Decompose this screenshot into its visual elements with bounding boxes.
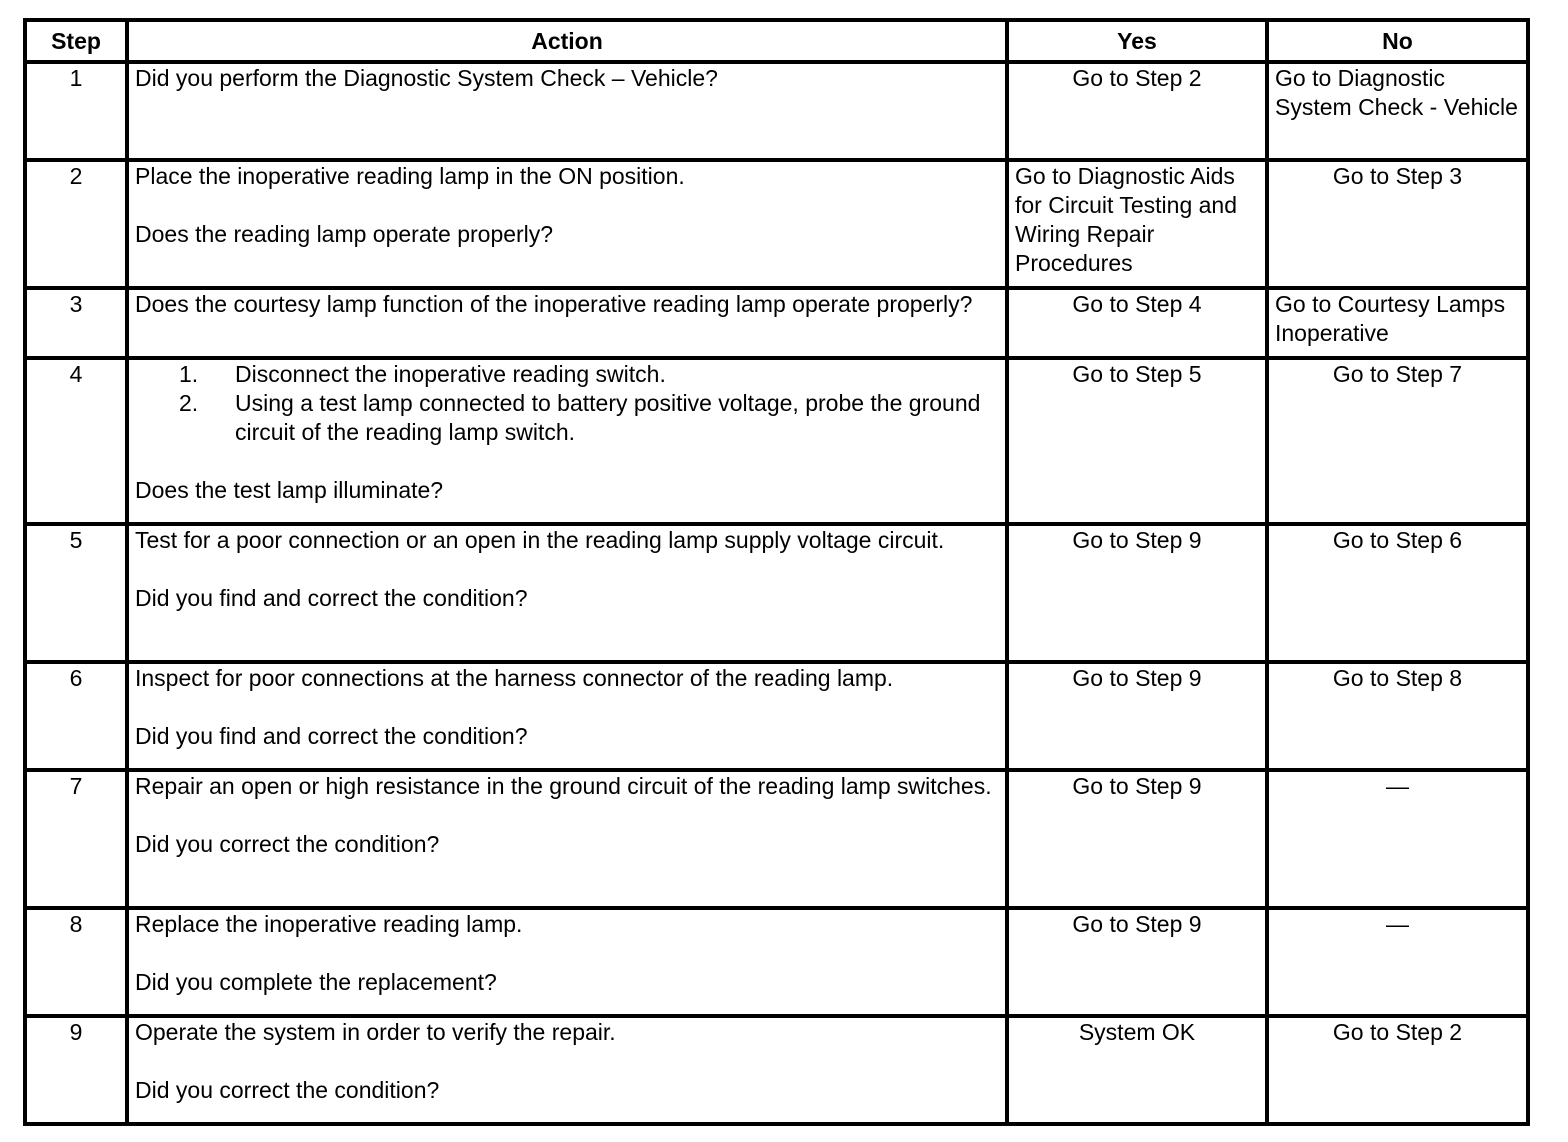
- header-step: Step: [25, 20, 127, 62]
- no-cell: Go to Step 8: [1267, 662, 1528, 770]
- list-item: [179, 389, 999, 447]
- step-number: 3: [25, 288, 127, 358]
- no-cell: Go to Courtesy Lamps Inoperative: [1267, 288, 1528, 358]
- action-cell: [127, 662, 1007, 770]
- action-text: Repair an open or high resistance in the ground circuit of the reading lamp switches.: [135, 773, 992, 799]
- action-text: Did you perform the Diagnostic System Check – Vehicle?: [135, 65, 718, 91]
- table-row: [25, 358, 1528, 524]
- yes-cell: Go to Step 9: [1007, 524, 1267, 662]
- yes-cell: Go to Step 4: [1007, 288, 1267, 358]
- action-cell: [127, 908, 1007, 1016]
- action-text: Test for a poor connection or an open in the reading lamp supply voltage circuit.: [135, 527, 945, 553]
- action-cell: [127, 62, 1007, 160]
- list-text: Disconnect the inoperative reading switch.: [235, 361, 666, 387]
- no-cell: Go to Diagnostic System Check - Vehicle: [1267, 62, 1528, 160]
- table-row: [25, 524, 1528, 662]
- step-number: 2: [25, 160, 127, 288]
- action-question: Does the reading lamp operate properly?: [135, 221, 554, 247]
- table-row: [25, 1016, 1528, 1124]
- header-yes: Yes: [1007, 20, 1267, 62]
- action-text: Inspect for poor connections at the harness connector of the reading lamp.: [135, 665, 894, 691]
- action-cell: [127, 160, 1007, 288]
- no-cell: Go to Step 6: [1267, 524, 1528, 662]
- no-cell: Go to Step 3: [1267, 160, 1528, 288]
- yes-cell: System OK: [1007, 1016, 1267, 1124]
- list-text: Using a test lamp connected to battery positive voltage, probe the ground circuit of the reading lamp switch.: [235, 390, 981, 445]
- action-question: Did you correct the condition?: [135, 1077, 440, 1103]
- list-number: 2.: [179, 390, 199, 416]
- yes-cell: Go to Step 2: [1007, 62, 1267, 160]
- yes-cell: Go to Step 9: [1007, 770, 1267, 908]
- action-question: Did you find and correct the condition?: [135, 585, 528, 611]
- step-number: 6: [25, 662, 127, 770]
- table-row: [25, 908, 1528, 1016]
- header-no: No: [1267, 20, 1528, 62]
- action-cell: [127, 524, 1007, 662]
- yes-cell: Go to Step 9: [1007, 662, 1267, 770]
- yes-cell: Go to Step 5: [1007, 358, 1267, 524]
- action-text: Does the courtesy lamp function of the inoperative reading lamp operate properly?: [135, 291, 973, 317]
- action-text: Replace the inoperative reading lamp.: [135, 911, 523, 937]
- table-row: [25, 62, 1528, 160]
- list-item: [179, 360, 999, 389]
- action-cell: [127, 1016, 1007, 1124]
- action-text: Operate the system in order to verify the repair.: [135, 1019, 616, 1045]
- no-cell: —: [1267, 770, 1528, 908]
- step-number: 9: [25, 1016, 127, 1124]
- action-question: Did you complete the replacement?: [135, 969, 497, 995]
- yes-cell: Go to Diagnostic Aids for Circuit Testing and Wiring Repair Procedures: [1007, 160, 1267, 288]
- header-action: Action: [127, 20, 1007, 62]
- table-row: [25, 770, 1528, 908]
- action-text: Place the inoperative reading lamp in the ON position.: [135, 163, 685, 189]
- action-cell: [127, 358, 1007, 524]
- step-number: 8: [25, 908, 127, 1016]
- table-row: [25, 288, 1528, 358]
- no-cell: —: [1267, 908, 1528, 1016]
- step-number: 1: [25, 62, 127, 160]
- yes-cell: Go to Step 9: [1007, 908, 1267, 1016]
- action-question: Does the test lamp illuminate?: [135, 477, 444, 503]
- table-row: [25, 662, 1528, 770]
- step-number: 4: [25, 358, 127, 524]
- step-number: 5: [25, 524, 127, 662]
- action-question: Did you correct the condition?: [135, 831, 440, 857]
- table-row: [25, 160, 1528, 288]
- header-row: [25, 20, 1528, 62]
- no-cell: Go to Step 7: [1267, 358, 1528, 524]
- list-number: 1.: [179, 361, 199, 387]
- action-cell: [127, 288, 1007, 358]
- procedure-list: [135, 360, 999, 447]
- diagnostic-table: [23, 18, 1530, 1126]
- step-number: 7: [25, 770, 127, 908]
- no-cell: Go to Step 2: [1267, 1016, 1528, 1124]
- action-cell: [127, 770, 1007, 908]
- action-question: Did you find and correct the condition?: [135, 723, 528, 749]
